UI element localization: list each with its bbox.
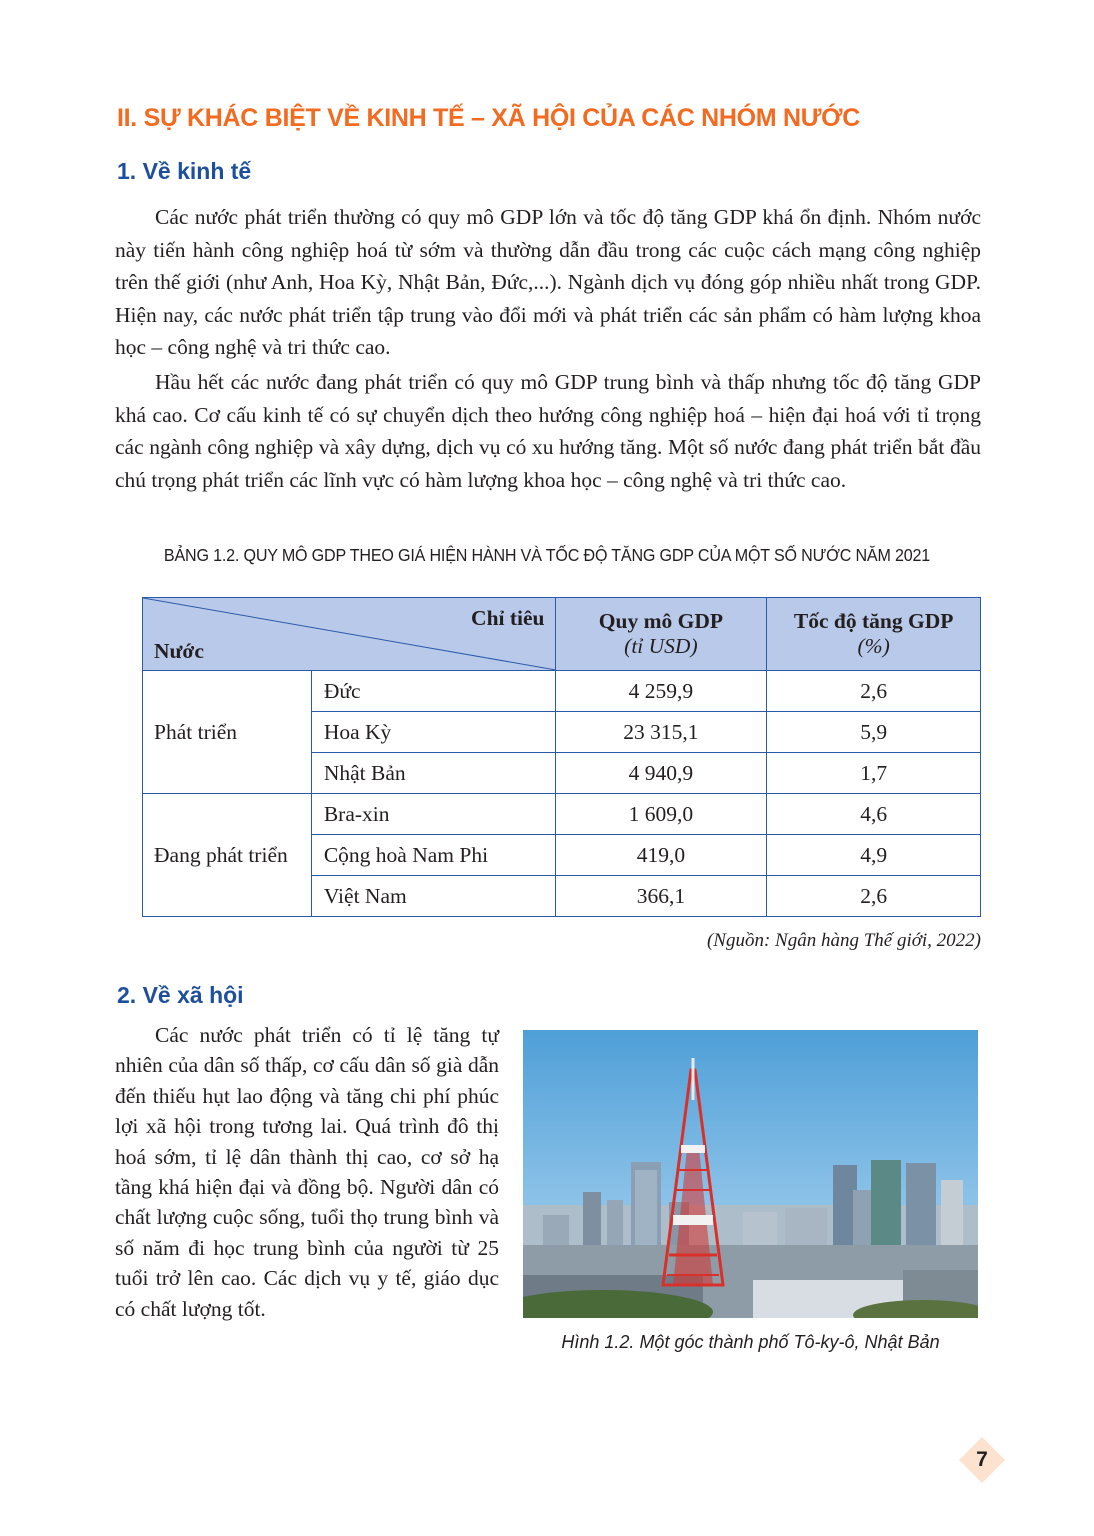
country-cell: Cộng hoà Nam Phi [311,835,555,876]
gdp-table [142,597,981,917]
paragraph-society: Các nước phát triển có tỉ lệ tăng tự nhiên của dân số thấp, cơ cấu dân số già dẫn đến thiếu hụt lao động và tăng chi phí phúc lợi xã hội trong tương lai. Quá trình đô thị hoá sớm, tỉ lệ dân thành thị cao, cơ sở hạ tầng khá hiện đại và đồng bộ. Người dân có chất lượng cuộc sống, tuổi thọ trung bình và số năm đi học trung bình của người từ 25 tuổi trở lên cao. Các dịch vụ y tế, giáo dục có chất lượng tốt. [115,1023,499,1321]
column-header-growth [767,598,981,671]
paragraph-economy-developing: Hầu hết các nước đang phát triển có quy mô GDP trung bình và thấp nhưng tốc độ tăng GDP khá cao. Cơ cấu kinh tế có sự chuyển dịch theo hướng công nghiệp hoá – hiện đại hoá với tỉ trọng các ngành công nghiệp và xây dựng, dịch vụ có xu hướng tăng. Một số nước đang phát triển bắt đầu chú trọng phát triển các lĩnh vực có hàm lượng khoa học – công nghệ và tri thức cao. [115,370,981,492]
country-cell: Bra-xin [311,794,555,835]
table-header-row [143,598,981,671]
section-title: II. SỰ KHÁC BIỆT VỀ KINH TẾ – XÃ HỘI CỦA CÁC NHÓM NƯỚC [117,104,860,132]
column-header-gdp-unit: (tỉ USD) [624,634,698,658]
subsection-title-economy: 1. Về kinh tế [117,158,252,184]
growth-cell: 4,9 [767,835,981,876]
table-source: (Nguồn: Ngân hàng Thế giới, 2022) [706,930,981,951]
table-corner-header [143,598,556,671]
corner-label-country: Nước [154,639,204,663]
group-cell: Đang phát triển [143,794,312,917]
column-header-gdp [555,598,767,671]
column-header-growth-unit: (%) [857,634,890,658]
tokyo-cityscape-photo [523,1030,978,1318]
figure-caption: Hình 1.2. Một góc thành phố Tô-ky-ô, Nhật Bản [561,1332,940,1352]
growth-cell: 5,9 [767,712,981,753]
table-row [143,794,981,835]
table-caption: BẢNG 1.2. QUY MÔ GDP THEO GIÁ HIỆN HÀNH VÀ TỐC ĐỘ TĂNG GDP CỦA MỘT SỐ NƯỚC NĂM 2021 [163,545,931,565]
gdp-cell: 4 259,9 [555,671,767,712]
subsection-title-society: 2. Về xã hội [117,982,244,1008]
group-cell: Phát triển [143,671,312,794]
gdp-cell: 419,0 [555,835,767,876]
gdp-cell: 1 609,0 [555,794,767,835]
column-header-growth-label: Tốc độ tăng GDP [793,609,954,633]
gdp-cell: 23 315,1 [555,712,767,753]
paragraph-economy-developed: Các nước phát triển thường có quy mô GDP lớn và tốc độ tăng GDP khá ổn định. Nhóm nước này tiến hành công nghiệp hoá từ sớm và thường dẫn đầu trong các cuộc cách mạng công nghiệp trên thế giới (như Anh, Hoa Kỳ, Nhật Bản, Đức,...). Ngành dịch vụ đóng góp nhiều nhất trong GDP. Hiện nay, các nước phát triển tập trung vào đổi mới và phát triển các sản phẩm có hàm lượng khoa học – công nghệ và tri thức cao. [115,205,981,359]
country-cell: Nhật Bản [311,753,555,794]
page-number: 7 [976,1448,988,1471]
corner-label-indicator: Chỉ tiêu [471,606,545,630]
growth-cell: 2,6 [767,671,981,712]
gdp-cell: 4 940,9 [555,753,767,794]
growth-cell: 2,6 [767,876,981,917]
gdp-cell: 366,1 [555,876,767,917]
column-header-gdp-label: Quy mô GDP [598,609,723,633]
table-row [143,671,981,712]
country-cell: Việt Nam [311,876,555,917]
country-cell: Hoa Kỳ [311,712,555,753]
growth-cell: 4,6 [767,794,981,835]
growth-cell: 1,7 [767,753,981,794]
country-cell: Đức [311,671,555,712]
